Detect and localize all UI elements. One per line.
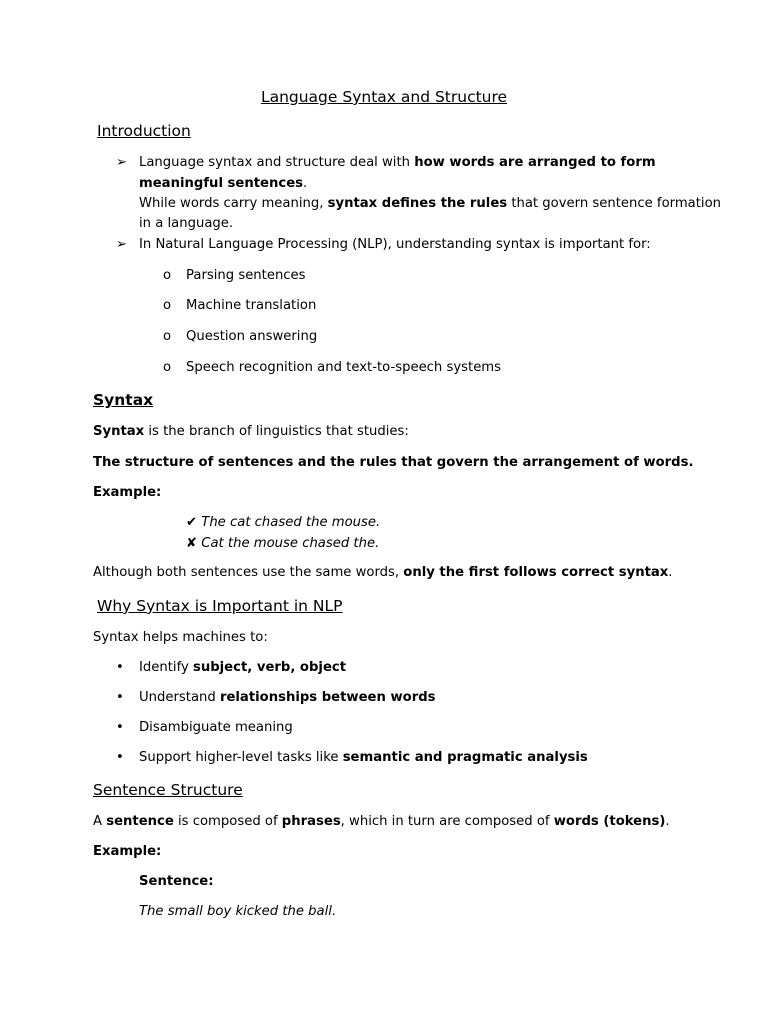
intro-paragraph-3: In Natural Language Processing (NLP), understanding syntax is important for: — [139, 237, 651, 252]
heading-why-syntax: Why Syntax is Important in NLP — [97, 597, 343, 615]
dot-bullet-icon: • — [116, 660, 124, 675]
syntax-definition — [93, 424, 409, 439]
circle-bullet-icon: o — [163, 329, 172, 344]
list-item — [139, 720, 293, 735]
bold-run: syntax defines the rules — [327, 196, 508, 211]
text-run: is the branch of linguistics that studies: — [144, 424, 409, 439]
bold-run: meaningful sentences — [139, 176, 303, 191]
bold-run: phrases — [281, 814, 341, 829]
bold-run: sentence — [106, 814, 174, 829]
intro-paragraph-1 — [139, 155, 656, 170]
circle-bullet-icon: o — [163, 298, 172, 313]
list-item: Question answering — [186, 329, 318, 344]
intro-paragraph-1-line2 — [139, 176, 307, 191]
bold-run: semantic and pragmatic analysis — [342, 750, 588, 765]
example-sentence: The small boy kicked the ball. — [139, 904, 337, 919]
text-run: Understand — [139, 690, 220, 705]
bold-run: words (tokens) — [553, 814, 666, 829]
circle-bullet-icon: o — [163, 268, 172, 283]
structure-definition — [93, 814, 670, 829]
syntax-note — [93, 565, 673, 580]
text-run: is composed of — [173, 814, 282, 829]
text-run: While words carry meaning, — [139, 196, 328, 211]
bold-run: only the first follows correct syntax — [403, 565, 669, 580]
text-run: Identify — [139, 660, 193, 675]
heading-sentence-structure: Sentence Structure — [93, 781, 243, 799]
example-label: Example: — [93, 485, 162, 500]
example-label: Example: — [93, 844, 162, 859]
cross-mark-icon: ✘ — [186, 536, 198, 551]
list-item: Parsing sentences — [186, 268, 306, 283]
heading-introduction: Introduction — [97, 122, 191, 140]
bold-run: how words are arranged to form — [414, 155, 656, 170]
heading-syntax: Syntax — [93, 391, 154, 409]
text-run: Language syntax and structure deal with — [139, 155, 415, 170]
text-run: Support higher-level tasks like — [139, 750, 343, 765]
dot-bullet-icon: • — [116, 750, 124, 765]
dot-bullet-icon: • — [116, 690, 124, 705]
text-run: . — [668, 565, 673, 580]
list-item: Speech recognition and text-to-speech systems — [186, 360, 502, 375]
intro-paragraph-2 — [139, 196, 721, 211]
text-run: . — [303, 176, 308, 191]
list-item — [139, 660, 346, 675]
why-lead: Syntax helps machines to: — [93, 630, 268, 645]
list-item: Machine translation — [186, 298, 317, 313]
bold-run: relationships between words — [219, 690, 436, 705]
list-item — [139, 750, 588, 765]
document-title: Language Syntax and Structure — [260, 88, 508, 106]
text-run: Disambiguate meaning — [139, 720, 293, 735]
list-item — [139, 690, 436, 705]
syntax-statement: The structure of sentences and the rules that govern the arrangement of words. — [93, 455, 694, 470]
text-run: Although both sentences use the same words, — [93, 565, 404, 580]
wrong-example — [186, 536, 379, 551]
text-run: , which in turn are composed of — [340, 814, 554, 829]
arrow-bullet-icon: ➢ — [116, 155, 127, 170]
bold-run: subject, verb, object — [192, 660, 347, 675]
text-run: that govern sentence formation — [507, 196, 722, 211]
sentence-label: Sentence: — [139, 874, 214, 889]
example-text: Cat the mouse chased the. — [201, 536, 380, 551]
text-run: . — [665, 814, 670, 829]
dot-bullet-icon: • — [116, 720, 124, 735]
intro-paragraph-2-line2: in a language. — [139, 216, 234, 231]
check-mark-icon: ✔ — [186, 515, 198, 530]
arrow-bullet-icon: ➢ — [116, 237, 127, 252]
text-run: A — [93, 814, 107, 829]
bold-run: Syntax — [93, 424, 145, 439]
example-text: The cat chased the mouse. — [201, 515, 381, 530]
correct-example — [186, 515, 380, 530]
circle-bullet-icon: o — [163, 360, 172, 375]
